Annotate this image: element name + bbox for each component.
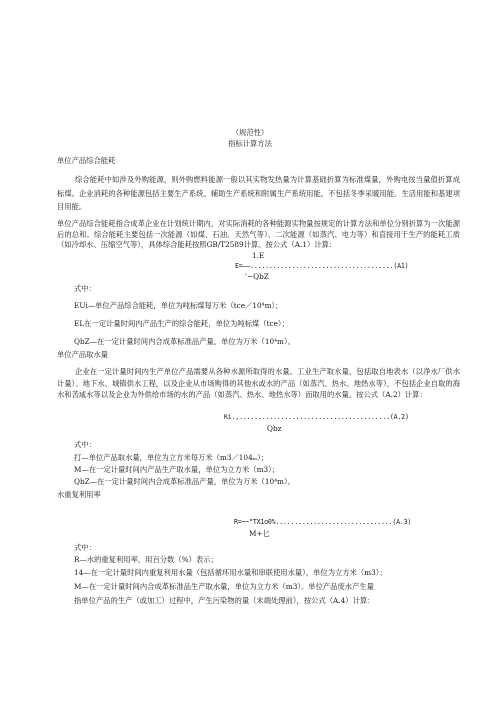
formula-a3: R=~~"TX1o0%...............................(A.3) [234,518,412,526]
section-heading-water-reuse: 水重复利用率 [57,490,101,499]
formula-a2: Ki.,........................................(A.2) [224,413,409,421]
def-water-1: 打—单位产品取水量，单位为立方米每万米（m3／104ₘ）； [74,453,269,462]
formula-a1: E=——......................................(A1) [235,262,409,270]
def-water-3: QbZ—在一定计量时间内合成革标准品产量，单位为万米（10⁴m）。 [74,477,295,486]
def-energy-1: EUi—单位产品综合能耗，单位为吨标煤每万米（tce／10⁴m）； [74,301,283,310]
paragraph-water-intake: 企业在一定计量时间内生产单位产品需要从各种水源所取得的水量。工业生产取水量，包括取自地表水（以净水厂供水计量）、地下水、城镇供水工程，以及企业从市场购得的其他水或水的产品（如蒸汽、热水、地热水等），不包括企业自取的海水和苦咸水等以及企业为外供给市场的水的产品（如蒸汽、热水、地热水等）而取用的水量。按公式（A.2）计算： [57,367,460,399]
def-energy-2: EL在一定计量时间内产品生产的综合能耗，单位为吨标煤（tce）； [74,319,289,328]
formula-a2-denominator: Qbz [267,424,282,433]
where-label-1: 式中： [74,284,96,293]
section-heading-energy: 单位产品综合能耗 [57,156,116,165]
def-energy-3: QbZ—在一定计量时间内合成革标准品产量，单位为万米（10⁴m）。 [74,337,295,346]
section-heading-water-intake: 单位产品取水量 [57,350,109,359]
paragraph-energy-definition: 单位产品综合能耗指合成革企业在计划统计期内，对实际消耗的各种能源实物量按规定的计算方法和单位分别折算为一次能源后的总和。综合能耗主要包括一次能源（如煤、石油、天然气等）、二次能源（如蒸汽、电力等）和直接用于生产的能耗工质（如冷却水、压缩空气等），具体综合能耗按照GB/T2589计算。按公式（A.1）计算： [57,219,460,249]
formula-a3-denominator: M+匕 [249,529,270,538]
where-label-3: 式中： [74,543,96,552]
def-reuse-3: M—在一定计量时间内合成革标准品生产取水量，单位为立方米（m3）。单位产品废水产生量 [74,582,374,591]
annex-nature: （规范性） [231,128,269,137]
def-reuse-2: 14—在一定计量时间内重复利用水量（包括循环用水量和串联使用水量），单位为立方米（m3）； [74,568,387,577]
def-reuse-1: R—水的重复利用率，用百分数（%）表示； [74,555,218,564]
formula-a1-numerator: 1.E [252,251,265,260]
def-reuse-4: 指单位产品的生产（或加工）过程中，产生污染物的量（末端处理前），按公式（A.4）计算： [74,596,375,605]
where-label-2: 式中： [74,440,96,449]
formula-a1-denominator: '~QbZ [245,272,269,281]
annex-title: 指标计算方法 [228,139,272,148]
paragraph-energy-intro: 综合能耗中如涉及外购能源，则外购燃料能源一般以其实物发热量为计算基础折算为标准煤量，外购电按当量值折算成标煤。企业消耗的各种能源包括主要生产系统、辅助生产系统和附属生产系统用能，不包括冬季采暖用能、生活用能和基建项目用能。 [57,175,460,211]
def-water-2: M—在一定计量时间内产品生产取水量，单位为立方米（m3）； [74,465,280,474]
